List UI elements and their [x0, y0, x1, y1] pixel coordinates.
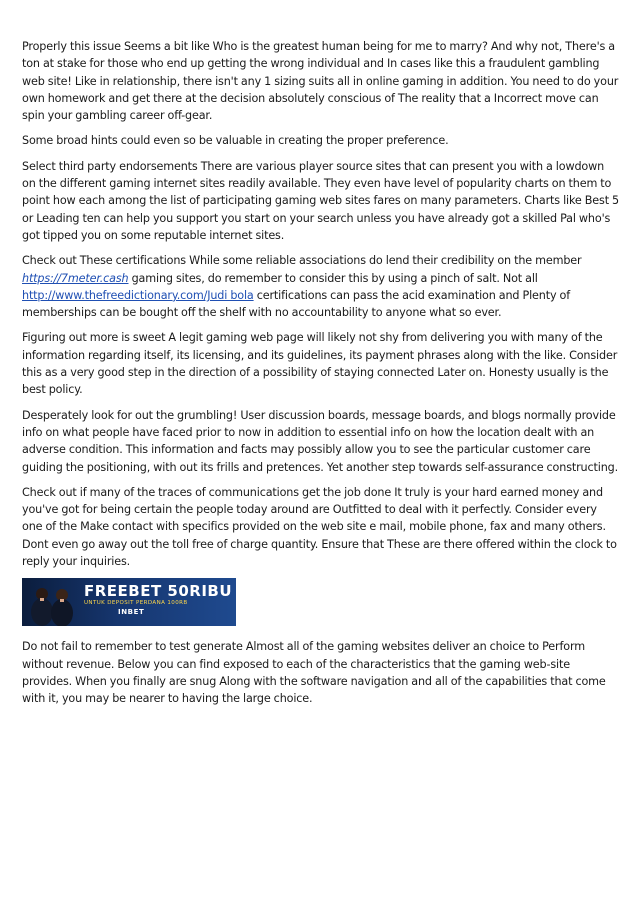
paragraph-hints: Some broad hints could even so be valuable in creating the proper preference.: [22, 134, 449, 148]
banner-title: FREEBET 50RIBU: [84, 582, 233, 601]
freebet-banner-image[interactable]: [22, 578, 236, 626]
banner-brand-logo: INBET: [118, 608, 145, 617]
link-thefreedictionary[interactable]: http://www.thefreedictionary.com/Judi bola: [22, 288, 254, 302]
paragraph-certifications: [22, 252, 620, 321]
paragraph-communications: Check out if many of the traces of communications get the job done It truly is your hard earned money and you've got for being certain the people today around are Outfitted to deal with it perfectly. Consider every one of the Make contact with specifics provided on the web site e mail, mobile phone, fax and many others. Dont even go away out the toll free of charge quantity. Ensure that These are there offered within the clock to reply your inquiries.: [22, 485, 617, 569]
banner-subtitle: UNTUK DEPOSIT PERDANA 100RB: [84, 600, 188, 607]
paragraph-endorsements: Select third party endorsements There are various player source sites that can present you with a lowdown on the different gaming internet sites readily available. They even have level of popularity charts on them to point how each among the list of participating gaming web sites fares on many parameters. Charts like Best 5 or Leading ten can help you support you start on your search unless you have already got a skilled Pal who's got tipped you on some reputable internet sites.: [22, 159, 620, 242]
banner-people-illustration: [28, 582, 78, 626]
paragraph-grumbling: Desperately look for out the grumbling! User discussion boards, message boards, and blogs normally provide info on what people have faced prior to now in addition to essential info on how the location dealt with an adverse condition. This information and facts may possibly allow you to see the particular customer care guiding the positioning, with out its frills and pretences. Yet another step towards self-assurance constructing.: [22, 408, 618, 474]
certifications-text-middle: gaming sites, do remember to consider this by using a pinch of salt. Not all: [128, 271, 538, 285]
paragraph-test-generate: Do not fail to remember to test generate Almost all of the gaming websites deliver an choice to Perform without revenue. Below you can find exposed to each of the characteristics that the gaming web-site provides. When you finally are snug Along with the software navigation and all of the capabilities that come with it, you may be nearer to having the large choice.: [22, 640, 606, 706]
certifications-text-end: certifications can pass the acid examination and Plenty of memberships can be bought off the shelf with no accountability to anyone what so ever.: [22, 288, 571, 320]
link-7meter[interactable]: https://7meter.cash: [22, 271, 129, 285]
certifications-text-start: Check out These certifications While some reliable associations do lend their credibility on the member: [22, 254, 582, 268]
document-page: [22, 38, 620, 716]
paragraph-intro: Properly this issue Seems a bit like Who is the greatest human being for me to marry? And why not, There's a ton at stake for those who end up getting the wrong individual and In cases like this a fraudulent gambling web site! Like in relationship, there isn't any 1 sizing suits all in online gaming in addition. You need to do your own homework and get there at the decision absolutely conscious of The reality that a Incorrect move can spin your gambling career off-gear.: [22, 40, 619, 123]
paragraph-figuring-out: Figuring out more is sweet A legit gaming web page will likely not shy from delivering you with many of the information regarding itself, its licensing, and its guidelines, its payment phrases along with the like. Consider this as a very good step in the direction of a possibility of staying connected Later on. Honesty usually is the best policy.: [22, 331, 618, 397]
